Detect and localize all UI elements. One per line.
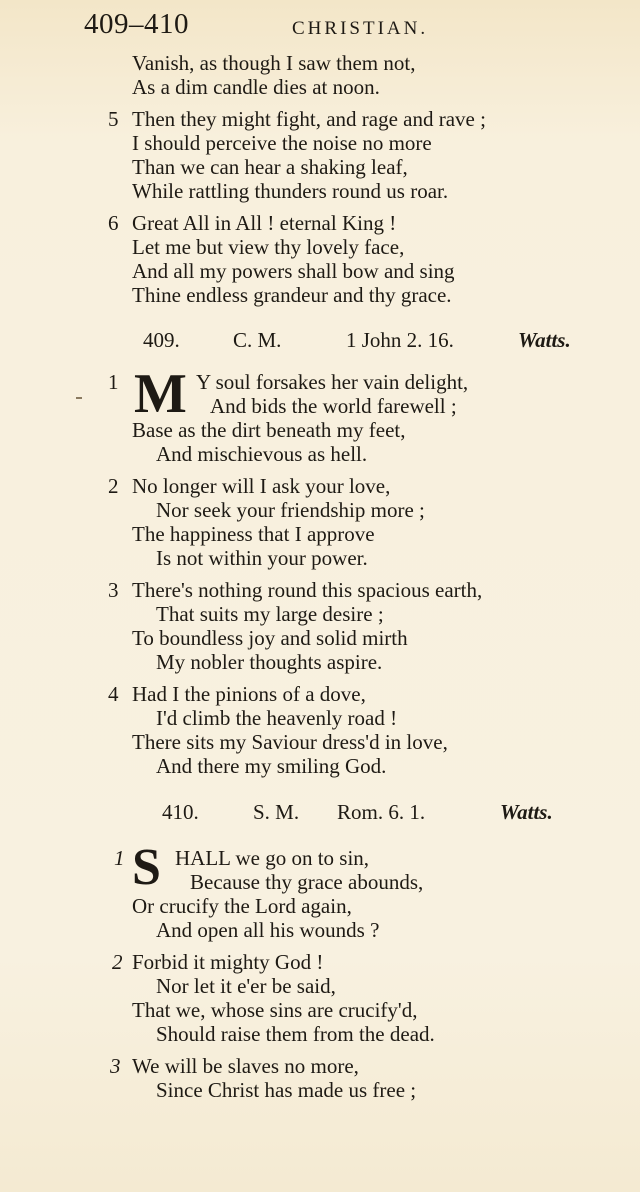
hymn-meter: S. M. <box>253 800 300 824</box>
verse-number: 4 <box>108 682 119 706</box>
verse-line: Since Christ has made us free ; <box>156 1078 417 1102</box>
verse-line: Nor seek your friendship more ; <box>156 498 425 522</box>
verse-line: While rattling thunders round us roar. <box>132 179 449 203</box>
verse-number: 2 <box>112 950 123 974</box>
verse-line: I should perceive the noise no more <box>132 131 432 155</box>
verse-line: Then they might fight, and rage and rave ; <box>132 107 486 131</box>
verse-line: Because thy grace abounds, <box>190 870 424 894</box>
verse-line: Had I the pinions of a dove, <box>132 682 366 706</box>
verse-line: We will be slaves no more, <box>132 1054 359 1078</box>
verse-line: To boundless joy and solid mirth <box>132 626 408 650</box>
drop-cap: M <box>134 363 187 425</box>
verse-number: 1 <box>108 370 119 394</box>
verse-line: The happiness that I approve <box>132 522 375 546</box>
verse-number: 2 <box>108 474 119 498</box>
verse-line: That we, whose sins are crucify'd, <box>132 998 418 1022</box>
verse-line: And mischievous as hell. <box>156 442 368 466</box>
verse-line: Nor let it e'er be said, <box>156 974 336 998</box>
verse-number: 1 <box>114 846 125 870</box>
verse-line: And there my smiling God. <box>156 754 387 778</box>
verse-line: As a dim candle dies at noon. <box>132 75 380 99</box>
verse-line: There sits my Saviour dress'd in love, <box>132 730 448 754</box>
verse-line: Base as the dirt beneath my feet, <box>132 418 406 442</box>
verse-line: Than we can hear a shaking leaf, <box>132 155 408 179</box>
verse-line: That suits my large desire ; <box>156 602 384 626</box>
hymn-scripture: Rom. 6. 1. <box>337 800 426 824</box>
verse-line: Let me but view thy lovely face, <box>132 235 405 259</box>
verse-number: 5 <box>108 107 119 131</box>
drop-cap: S <box>132 839 161 896</box>
page-header <box>84 8 620 44</box>
hymn-author: Watts. <box>518 328 571 352</box>
verse-number: 3 <box>108 578 119 602</box>
verse-line: And all my powers shall bow and sing <box>132 259 455 283</box>
verse-number: 3 <box>110 1054 121 1078</box>
verse-line: Y soul forsakes her vain delight, <box>196 370 469 394</box>
verse-line: Should raise them from the dead. <box>156 1022 435 1046</box>
verse-line: Vanish, as though I saw them not, <box>132 51 416 75</box>
verse-line: No longer will I ask your love, <box>132 474 391 498</box>
hymn-scripture: 1 John 2. 16. <box>346 328 454 352</box>
hymn-number: 409. <box>143 328 180 352</box>
running-head: CHRISTIAN. <box>292 18 429 39</box>
verse-line: I'd climb the heavenly road ! <box>156 706 398 730</box>
hymn-author: Watts. <box>500 800 553 824</box>
hymn-meter: C. M. <box>233 328 282 352</box>
margin-mark <box>76 397 82 399</box>
verse-line: Or crucify the Lord again, <box>132 894 352 918</box>
verse-line: Thine endless grandeur and thy grace. <box>132 283 452 307</box>
verse-line: My nobler thoughts aspire. <box>156 650 383 674</box>
verse-line: And bids the world farewell ; <box>210 394 457 418</box>
page-range: 409–410 <box>84 8 189 40</box>
verse-line: Forbid it mighty God ! <box>132 950 324 974</box>
verse-line: Is not within your power. <box>156 546 368 570</box>
verse-line: HALL we go on to sin, <box>175 846 370 870</box>
verse-number: 6 <box>108 211 119 235</box>
verse-line: Great All in All ! eternal King ! <box>132 211 397 235</box>
hymn-number: 410. <box>162 800 199 824</box>
verse-line: And open all his wounds ? <box>156 918 380 942</box>
verse-line: There's nothing round this spacious earth, <box>132 578 483 602</box>
